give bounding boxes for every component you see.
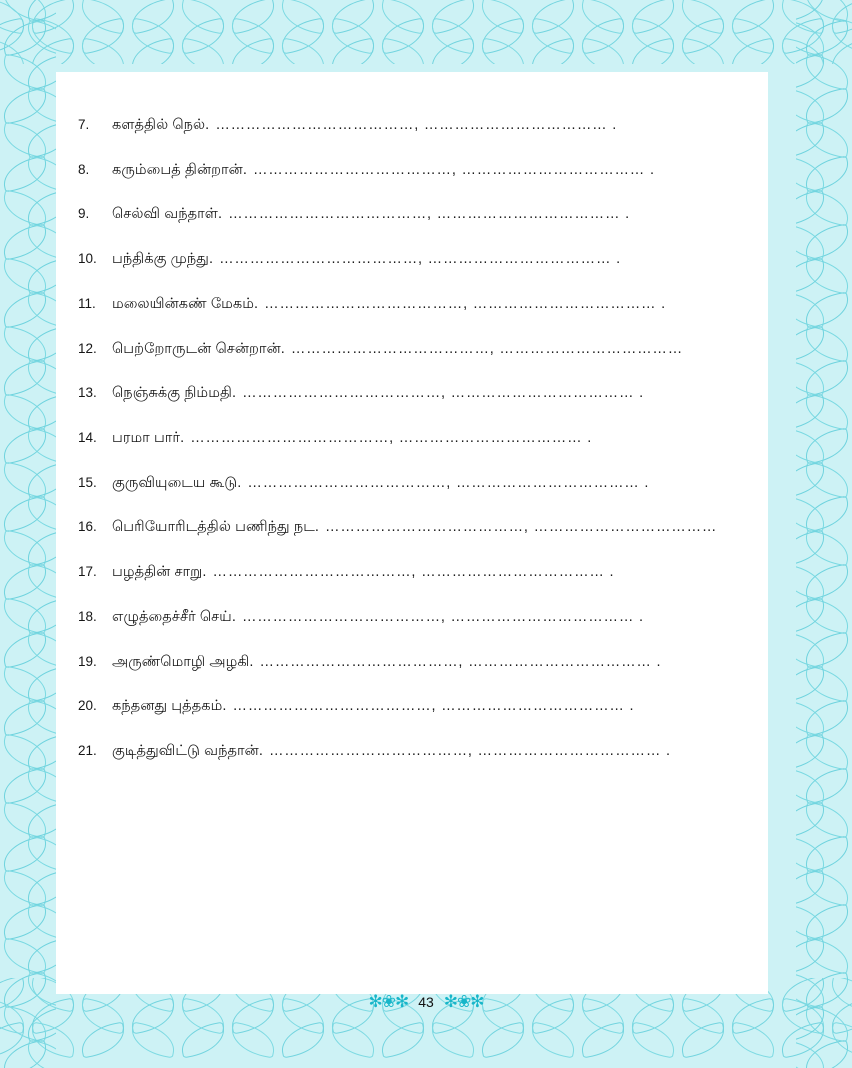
question-body [112, 250, 728, 268]
leaf-ornament-icon [24, 292, 56, 329]
question-number: 9. [78, 206, 90, 222]
page-footer [0, 992, 852, 1012]
question-number: 15. [78, 474, 97, 490]
top-decorative-border [0, 0, 852, 64]
question-number: 19. [78, 653, 97, 669]
leaf-ornament-icon [796, 20, 828, 57]
question-body [112, 295, 728, 313]
leaf-ornament-icon [796, 836, 828, 873]
question-body [112, 340, 728, 358]
right-decorative-border [796, 0, 852, 1068]
exercise-question-list [78, 116, 728, 760]
leaf-ornament-icon [796, 802, 828, 839]
answer-blank-line[interactable]: …………………………………, ……………………………… . [259, 653, 662, 670]
question-text: பந்திக்கு முந்து. [112, 251, 214, 268]
leaf-ornament-icon [796, 394, 828, 431]
question-text: களத்தில் நெல். [112, 117, 210, 133]
question-number: 21. [78, 743, 97, 759]
leaf-ornament-icon [24, 734, 56, 771]
question-body [112, 161, 728, 179]
question-text: பழத்தின் சாறு. [112, 564, 207, 581]
answer-blank-line[interactable]: …………………………………, ……………………………… . [241, 608, 644, 625]
leaf-ornament-icon [24, 360, 56, 397]
list-item [78, 653, 728, 671]
leaf-ornament-icon [728, 1022, 779, 1059]
leaf-ornament-icon [796, 428, 828, 465]
question-body [112, 116, 728, 134]
leaf-ornament-icon [378, 1022, 429, 1059]
leaf-ornament-icon [578, 38, 629, 64]
question-text: குடித்துவிட்டு வந்தான். [112, 743, 263, 760]
leaf-ornament-icon [796, 870, 828, 907]
question-text: நெஞ்சுக்கு நிம்மதி. [112, 385, 237, 402]
footer-ornament-right-icon: ✻❀✻ [443, 992, 484, 1011]
leaf-ornament-icon [796, 496, 828, 533]
leaf-ornament-icon [796, 768, 828, 805]
leaf-ornament-icon [796, 938, 828, 975]
leaf-ornament-icon [24, 394, 56, 431]
leaf-ornament-icon [428, 38, 479, 64]
question-number: 17. [78, 564, 97, 580]
list-item [78, 250, 728, 268]
list-item [78, 116, 728, 134]
question-body [112, 384, 728, 402]
leaf-ornament-icon [796, 156, 828, 193]
question-number: 13. [78, 385, 97, 401]
leaf-ornament-icon [678, 38, 729, 64]
leaf-ornament-icon [628, 1022, 679, 1059]
leaf-ornament-icon [796, 700, 828, 737]
answer-blank-line[interactable]: …………………………………, ……………………………… . [212, 564, 615, 581]
answer-blank-line[interactable]: …………………………………, ……………………………… . [190, 430, 593, 447]
list-item [78, 295, 728, 313]
question-body [112, 429, 728, 447]
question-body [112, 205, 728, 223]
left-decorative-border [0, 0, 56, 1068]
leaf-ornament-icon [178, 1022, 229, 1059]
leaf-ornament-icon [24, 258, 56, 295]
leaf-ornament-icon [24, 224, 56, 261]
leaf-ornament-icon [378, 38, 429, 64]
question-text: செல்வி வந்தாள். [112, 206, 223, 223]
leaf-ornament-icon [24, 530, 56, 567]
leaf-ornament-icon [428, 1022, 479, 1059]
answer-blank-line[interactable]: …………………………………, ……………………………… . [252, 161, 655, 178]
leaf-ornament-icon [796, 190, 828, 227]
question-text: பெரியோரிடத்தில் பணிந்து நட. [112, 519, 320, 536]
leaf-ornament-icon [24, 632, 56, 669]
leaf-ornament-icon [24, 496, 56, 533]
leaf-ornament-icon [796, 360, 828, 397]
leaf-ornament-icon [24, 0, 56, 22]
leaf-ornament-icon [24, 54, 56, 91]
leaf-ornament-icon [796, 530, 828, 567]
leaf-ornament-icon [328, 1022, 379, 1059]
list-item [78, 697, 728, 715]
leaf-ornament-icon [796, 122, 828, 159]
leaf-ornament-icon [528, 38, 579, 64]
question-text: அருண்மொழி அழகி. [112, 653, 254, 670]
question-body [112, 608, 728, 626]
list-item [78, 161, 728, 179]
leaf-ornament-icon [796, 258, 828, 295]
leaf-ornament-icon [728, 38, 779, 64]
leaf-ornament-icon [24, 836, 56, 873]
question-number: 14. [78, 430, 97, 446]
leaf-ornament-icon [678, 1022, 729, 1059]
leaf-ornament-icon [24, 564, 56, 601]
leaf-ornament-icon [24, 1040, 56, 1068]
answer-blank-line[interactable]: …………………………………, ……………………………… . [215, 117, 618, 133]
leaf-ornament-icon [796, 0, 828, 22]
leaf-ornament-icon [24, 20, 56, 57]
list-item [78, 742, 728, 760]
question-text: கரும்பைத் தின்றான். [112, 161, 247, 178]
leaf-ornament-icon [796, 1040, 828, 1068]
list-item [78, 563, 728, 581]
leaf-ornament-icon [24, 428, 56, 465]
answer-blank-line[interactable]: …………………………………, ……………………………… . [242, 385, 644, 402]
leaf-ornament-icon [78, 38, 129, 64]
leaf-ornament-icon [228, 38, 279, 64]
leaf-ornament-icon [796, 734, 828, 771]
question-body [112, 742, 728, 760]
question-text: பெற்றோருடன் சென்றான். [112, 340, 285, 357]
leaf-ornament-icon [24, 122, 56, 159]
leaf-ornament-icon [228, 1022, 279, 1059]
leaf-ornament-icon [128, 1022, 179, 1059]
answer-blank-line[interactable]: …………………………………, ……………………………… . [232, 698, 635, 715]
leaf-ornament-icon [796, 904, 828, 941]
list-item [78, 429, 728, 447]
question-body [112, 518, 728, 536]
question-body [112, 653, 728, 671]
question-number: 16. [78, 519, 97, 535]
question-text: கந்தனது புத்தகம். [112, 698, 227, 715]
page-content-area [56, 72, 768, 994]
question-number: 7. [78, 117, 90, 132]
list-item [78, 384, 728, 402]
list-item [78, 340, 728, 358]
leaf-ornament-icon [478, 1022, 529, 1059]
answer-blank-line[interactable]: …………………………………, ……………………………… . [219, 251, 621, 268]
leaf-ornament-icon [24, 870, 56, 907]
leaf-ornament-icon [796, 632, 828, 669]
question-body [112, 563, 728, 581]
leaf-ornament-icon [278, 38, 329, 64]
answer-blank-line[interactable]: …………………………………, ……………………………… [290, 340, 684, 357]
question-number: 10. [78, 251, 97, 267]
list-item [78, 608, 728, 626]
leaf-ornament-icon [78, 1022, 129, 1059]
leaf-ornament-icon [278, 1022, 329, 1059]
leaf-ornament-icon [24, 700, 56, 737]
question-number: 18. [78, 608, 97, 624]
leaf-ornament-icon [796, 564, 828, 601]
leaf-ornament-icon [24, 598, 56, 635]
question-text: மலையின்கண் மேகம். [112, 295, 259, 312]
leaf-ornament-icon [628, 38, 679, 64]
question-number: 20. [78, 698, 97, 714]
leaf-ornament-icon [796, 598, 828, 635]
leaf-ornament-icon [528, 1022, 579, 1059]
leaf-ornament-icon [796, 54, 828, 91]
leaf-ornament-icon [24, 190, 56, 227]
answer-blank-line[interactable]: …………………………………, ……………………………… . [268, 743, 671, 760]
leaf-ornament-icon [578, 1022, 629, 1059]
footer-ornament-left-icon: ✻❀✻ [368, 992, 409, 1011]
question-text: எழுத்தைச்சீர் செய். [112, 608, 236, 625]
question-text: குருவியுடைய கூடு. [112, 474, 242, 491]
leaf-ornament-icon [128, 38, 179, 64]
leaf-ornament-icon [24, 904, 56, 941]
leaf-ornament-icon [24, 768, 56, 805]
leaf-ornament-icon [478, 38, 529, 64]
leaf-ornament-icon [796, 666, 828, 703]
leaf-ornament-icon [796, 88, 828, 125]
leaf-ornament-icon [178, 38, 229, 64]
question-number: 11. [78, 295, 96, 311]
leaf-ornament-icon [796, 224, 828, 261]
leaf-ornament-icon [796, 292, 828, 329]
leaf-ornament-icon [24, 938, 56, 975]
list-item [78, 474, 728, 492]
question-number: 12. [78, 340, 97, 356]
question-number: 8. [78, 161, 90, 177]
answer-blank-line[interactable]: …………………………………, ……………………………… . [247, 474, 650, 491]
page-number: 43 [418, 994, 434, 1010]
leaf-ornament-icon [796, 462, 828, 499]
leaf-ornament-icon [24, 156, 56, 193]
answer-blank-line[interactable]: …………………………………, ……………………………… . [228, 206, 630, 223]
leaf-ornament-icon [24, 666, 56, 703]
question-body [112, 697, 728, 715]
answer-blank-line[interactable]: …………………………………, ……………………………… [325, 519, 718, 536]
question-text: பரமா பார். [112, 430, 185, 447]
leaf-ornament-icon [24, 802, 56, 839]
list-item [78, 205, 728, 223]
leaf-ornament-icon [24, 88, 56, 125]
leaf-ornament-icon [24, 462, 56, 499]
leaf-ornament-icon [328, 38, 379, 64]
list-item [78, 518, 728, 536]
leaf-ornament-icon [796, 326, 828, 363]
answer-blank-line[interactable]: …………………………………, ……………………………… . [264, 295, 666, 312]
question-body [112, 474, 728, 492]
leaf-ornament-icon [24, 326, 56, 363]
